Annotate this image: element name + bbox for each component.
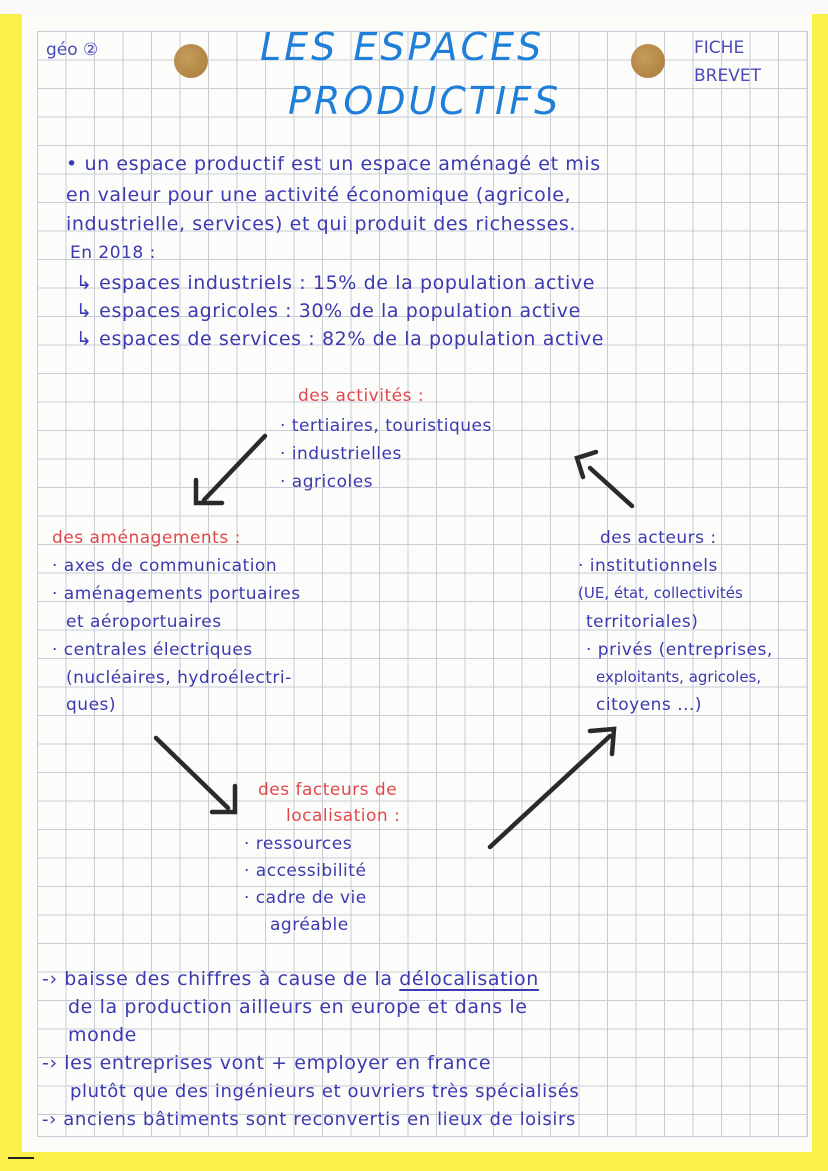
definition-line3: industrielle, services) et qui produit des richesses. [66, 213, 577, 235]
amenagements-item: · aménagements portuaires [52, 584, 301, 604]
subject-tag: géo ② [46, 40, 99, 60]
amenagements-item: (nucléaires, hydroélectri- [66, 668, 292, 688]
conclusion-1-line2: de la production ailleurs en europe et dans le [68, 996, 528, 1018]
acteurs-heading: des acteurs : [600, 528, 717, 548]
conclusion-3-line1: -› anciens bâtiments sont reconvertis en lieux de loisirs [42, 1109, 576, 1130]
facteurs-item: · ressources [244, 834, 353, 854]
corner-label-line2: BREVET [694, 66, 761, 86]
stat-services: ↳ espaces de services : 82% de la population active [76, 328, 605, 350]
amenagements-item: · axes de communication [52, 556, 278, 576]
facteurs-item: · cadre de vie [244, 888, 367, 908]
conclusion-1-line3: monde [68, 1024, 137, 1046]
corner-label-line1: FICHE [694, 38, 745, 58]
arrow-down-left-icon [196, 436, 265, 503]
acteurs-item: citoyens ...) [596, 695, 703, 715]
acteurs-item: · institutionnels [578, 556, 718, 576]
facteurs-item: · accessibilité [244, 861, 367, 881]
facteurs-heading-line1: des facteurs de [258, 780, 398, 800]
activites-item: · industrielles [280, 444, 402, 464]
amenagements-item: et aéroportuaires [66, 612, 222, 632]
facteurs-heading-line2: localisation : [286, 806, 401, 826]
conclusion-1-prefix: -› baisse des chiffres à cause de la [42, 968, 400, 990]
acteurs-item: (UE, état, collectivités [578, 584, 743, 602]
arrow-up-right-icon [490, 729, 614, 847]
stat-agricoles: ↳ espaces agricoles : 30% de la population active [76, 300, 581, 322]
activites-heading: des activités : [298, 386, 425, 406]
definition-line2: en valeur pour une activité économique (agricole, [66, 184, 572, 206]
year-label: En 2018 : [70, 243, 156, 263]
acteurs-item: exploitants, agricoles, [596, 668, 762, 686]
facteurs-item: agréable [270, 915, 349, 935]
activites-item: · tertiaires, touristiques [280, 416, 492, 436]
page-title-line2: PRODUCTIFS [288, 79, 562, 123]
definition-line1: • un espace productif est un espace aménagé et mis [66, 153, 601, 175]
amenagements-heading: des aménagements : [52, 528, 241, 548]
conclusion-1-line1 [42, 970, 539, 989]
arrow-up-left-icon [577, 452, 632, 506]
acteurs-item: territoriales) [586, 612, 699, 632]
page-title-line1: LES ESPACES [260, 25, 545, 69]
amenagements-item: · centrales électriques [52, 640, 253, 660]
activites-item: · agricoles [280, 472, 374, 492]
delocalisation-term: délocalisation [399, 968, 539, 990]
amenagements-item: ques) [66, 695, 117, 715]
acteurs-item: · privés (entreprises, [586, 640, 773, 660]
conclusion-2-line2: plutôt que des ingénieurs et ouvriers très spécialisés [70, 1081, 580, 1102]
stat-industriels: ↳ espaces industriels : 15% de la population active [76, 272, 596, 294]
conclusion-2-line1: -› les entreprises vont + employer en france [42, 1052, 492, 1074]
arrow-down-right-icon [156, 738, 235, 812]
